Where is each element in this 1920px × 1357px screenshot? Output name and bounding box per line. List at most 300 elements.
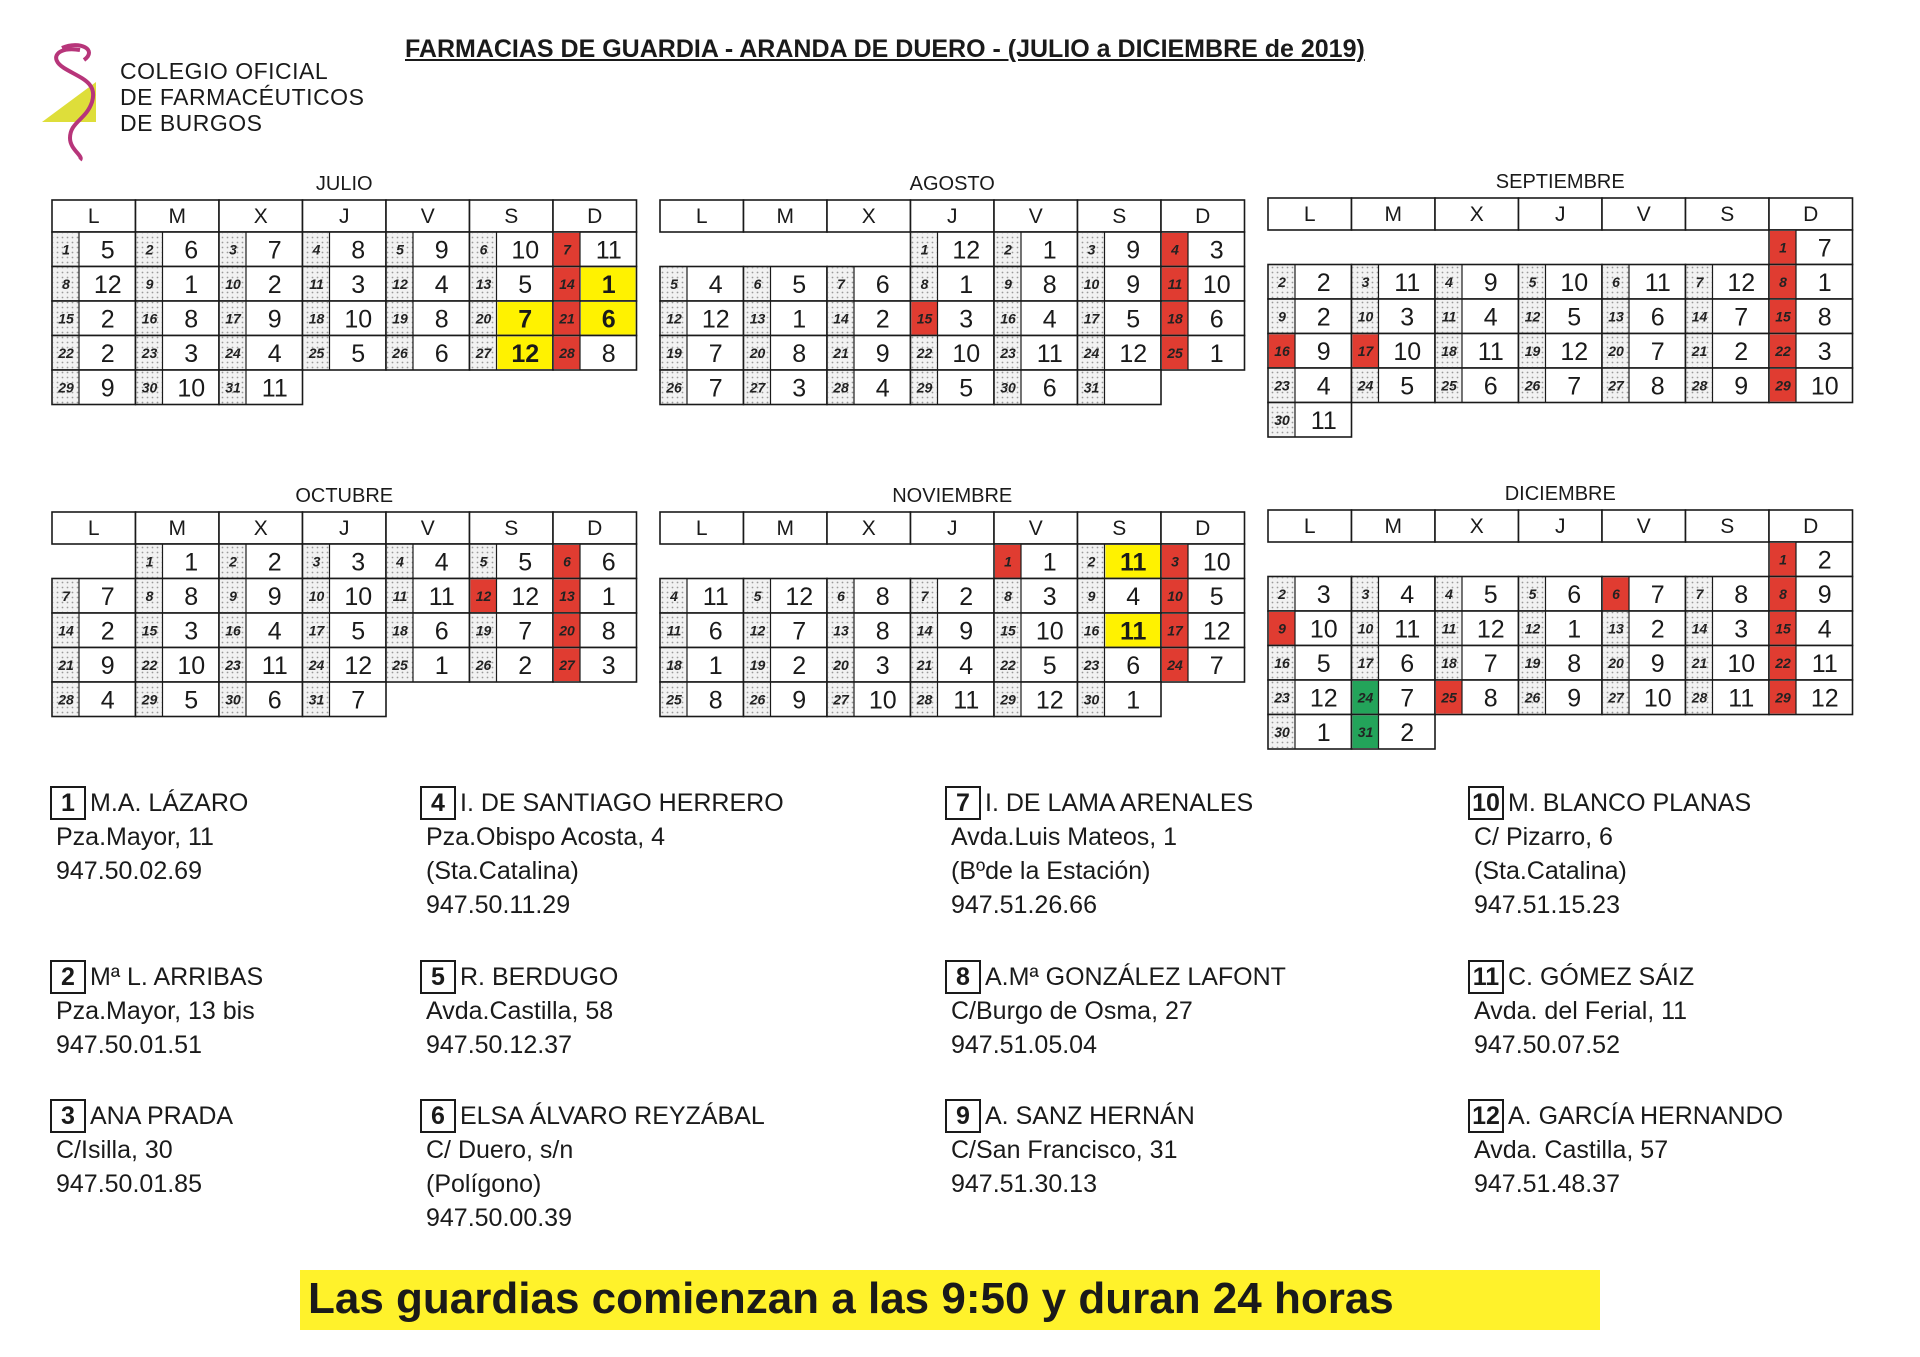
pharmacy-detail-line: 947.50.11.29 [426, 891, 571, 919]
pharmacy-header [945, 786, 1253, 820]
day-number: 4 [396, 553, 404, 570]
pharmacy-detail-line: 947.50.01.51 [56, 1031, 202, 1059]
day-cell [303, 648, 387, 683]
pharmacy-number: 5 [1483, 580, 1498, 609]
day-number: 14 [58, 622, 74, 639]
day-cell [1435, 368, 1519, 403]
pharmacy-number: 3 [184, 339, 199, 368]
day-cell [1435, 646, 1519, 681]
day-cell [1602, 646, 1686, 681]
day-cell [386, 232, 470, 267]
day-number: 29 [58, 379, 74, 396]
pharmacy-number: 10 [1202, 548, 1231, 577]
pharmacy-number: 8 [875, 582, 890, 611]
day-number: 25 [308, 344, 325, 361]
pharmacy-number: 5 [518, 548, 533, 577]
pharmacy-number: 5 [1042, 651, 1057, 680]
pharmacy-number: 10 [344, 582, 373, 611]
day-cell [219, 301, 303, 336]
pharmacy-number: 9 [100, 374, 115, 403]
pharmacy-detail-line: Avda. Castilla, 57 [1474, 1136, 1669, 1164]
day-number: 17 [225, 310, 241, 327]
pharmacy-number: 12 [511, 582, 540, 611]
day-number: 19 [1524, 342, 1541, 359]
day-cell [1352, 646, 1436, 681]
pharmacy-number: 12 [93, 270, 122, 299]
day-number: 12 [475, 587, 492, 604]
pharmacy-number: 5 [184, 686, 199, 715]
pharmacy-number: 11 [428, 582, 455, 611]
pharmacy-details [420, 820, 784, 922]
pharmacy-detail-line: (Polígono) [426, 1170, 542, 1198]
pharmacy-number: 7 [1817, 234, 1832, 263]
day-cell [553, 301, 637, 336]
day-cell [994, 370, 1078, 405]
pharmacy-number: 1 [708, 651, 723, 680]
pharmacy-number: 1 [601, 270, 616, 299]
day-number: 19 [666, 344, 682, 361]
day-number: 22 [1775, 342, 1791, 359]
day-cell [1686, 334, 1770, 369]
day-cell [744, 336, 828, 371]
pharmacy-header [420, 1099, 765, 1133]
day-cell [219, 544, 303, 579]
pharmacy-number: 2 [267, 270, 282, 299]
pharmacy-number: 5 [1126, 305, 1141, 334]
pharmacy-detail-line: Pza.Obispo Acosta, 4 [426, 823, 666, 851]
weekday-header: V [420, 205, 435, 228]
pharmacy-number: 6 [434, 339, 449, 368]
pharmacy-number: 7 [1734, 303, 1749, 332]
day-cell [1769, 368, 1853, 403]
pharmacy-detail-line: 947.51.15.23 [1474, 891, 1620, 919]
day-number: 27 [559, 656, 575, 673]
pharmacy-number: 7 [1483, 649, 1498, 678]
day-number: 22 [1000, 656, 1016, 673]
day-number: 29 [916, 379, 933, 396]
pharmacy-number: 1 [184, 270, 199, 299]
day-number: 21 [1691, 342, 1708, 359]
day-number: 11 [1441, 620, 1457, 637]
hours-banner [300, 1270, 1600, 1330]
day-number: 13 [475, 275, 492, 292]
pharmacy-number: 11 [1036, 339, 1063, 368]
day-cell [303, 613, 387, 648]
day-number: 30 [1274, 723, 1290, 740]
pharmacy-detail-line: (Sta.Catalina) [426, 857, 579, 885]
pharmacy-number: 12 [1560, 337, 1589, 366]
pharmacy-detail-line: Pza.Mayor, 13 bis [56, 997, 255, 1025]
day-cell [1161, 336, 1245, 371]
pharmacy-details [420, 1133, 765, 1235]
pharmacy-number-badge: 7 [945, 786, 981, 820]
pharmacy-number: 10 [868, 686, 897, 715]
pharmacy-number: 8 [184, 305, 199, 334]
day-number: 15 [1000, 622, 1016, 639]
day-cell [1519, 299, 1603, 334]
pharmacy-number: 10 [1810, 372, 1839, 401]
pharmacy-number: 9 [959, 617, 974, 646]
pharmacy-number: 8 [875, 617, 890, 646]
pharmacy-number: 6 [434, 617, 449, 646]
pharmacy-number: 5 [959, 374, 974, 403]
day-number: 28 [833, 379, 849, 396]
pharmacy-number: 10 [177, 651, 206, 680]
pharmacy-number: 5 [1567, 303, 1582, 332]
day-number: 20 [1608, 654, 1624, 671]
day-number: 4 [1171, 241, 1179, 258]
pharmacy-header [50, 960, 263, 994]
pharmacy-header [1468, 960, 1694, 994]
day-number: 3 [1361, 273, 1370, 290]
weekday-header: V [1636, 515, 1651, 538]
pharmacy-number: 11 [595, 236, 622, 265]
day-number: 14 [559, 275, 575, 292]
pharmacy-number: 1 [434, 651, 449, 680]
pharmacy-number: 10 [344, 305, 373, 334]
day-number: 31 [308, 691, 325, 708]
day-cell [303, 579, 387, 614]
day-cell [1769, 334, 1853, 369]
day-cell [1268, 646, 1352, 681]
pharmacy-number: 10 [177, 374, 206, 403]
pharmacy-detail-line: C/Isilla, 30 [56, 1136, 173, 1164]
day-cell [660, 613, 744, 648]
day-cell [553, 613, 637, 648]
day-number: 6 [563, 553, 571, 570]
day-cell [994, 682, 1078, 717]
pharmacy-number: 8 [351, 236, 366, 265]
day-cell [470, 579, 554, 614]
day-number: 21 [1691, 654, 1708, 671]
day-number: 23 [225, 656, 241, 673]
weekday-header: J [947, 205, 958, 228]
pharmacy-name: Mª L. ARRIBAS [90, 963, 264, 991]
day-number: 19 [749, 656, 766, 673]
day-number: 1 [62, 241, 70, 258]
pharmacy-number: 12 [1476, 615, 1505, 644]
day-number: 17 [1357, 654, 1374, 671]
pharmacy-number: 2 [1316, 268, 1331, 297]
weekday-header: M [776, 205, 794, 228]
pharmacy-number: 12 [1035, 686, 1064, 715]
pharmacy-number: 4 [708, 270, 723, 299]
day-cell [136, 370, 220, 405]
day-cell [994, 579, 1078, 614]
weekday-header: J [1555, 515, 1566, 538]
day-number: 24 [1167, 656, 1183, 673]
day-cell [136, 267, 220, 302]
pharmacy-detail-line: 947.51.30.13 [951, 1170, 1097, 1198]
pharmacy-number: 10 [511, 236, 540, 265]
pharmacy-number: 6 [601, 548, 616, 577]
pharmacy-entry [945, 960, 1286, 1062]
day-number: 17 [1083, 310, 1100, 327]
day-number: 28 [58, 691, 74, 708]
day-cell [1769, 542, 1853, 577]
day-number: 8 [1779, 273, 1787, 290]
day-number: 24 [1357, 377, 1374, 394]
pharmacy-number: 8 [708, 686, 723, 715]
month-title: SEPTIEMBRE [1495, 171, 1625, 193]
day-number: 14 [916, 622, 933, 639]
day-number: 30 [1083, 691, 1100, 708]
day-number: 25 [392, 656, 408, 673]
day-cell [1268, 299, 1352, 334]
pharmacy-number: 2 [100, 617, 115, 646]
day-cell [911, 267, 995, 302]
day-cell [386, 613, 470, 648]
day-number: 16 [141, 310, 158, 327]
day-number: 7 [1695, 273, 1704, 290]
pharmacy-number: 9 [1650, 649, 1665, 678]
day-cell [1352, 334, 1436, 369]
day-number: 8 [920, 275, 929, 292]
pharmacy-number: 7 [518, 617, 533, 646]
weekday-header: D [1195, 517, 1211, 540]
day-cell [553, 579, 637, 614]
day-cell [1602, 265, 1686, 300]
weekday-header: V [1028, 205, 1043, 228]
weekday-header: S [1720, 515, 1735, 538]
day-number: 26 [1524, 377, 1541, 394]
day-cell [1078, 232, 1162, 267]
day-cell [994, 544, 1078, 579]
day-cell [1435, 611, 1519, 646]
day-cell [303, 267, 387, 302]
weekday-header: L [695, 517, 708, 540]
month-title: OCTUBRE [295, 485, 394, 507]
day-cell [1268, 577, 1352, 612]
pharmacy-number: 12 [1810, 684, 1839, 713]
day-number: 18 [666, 656, 682, 673]
pharmacy-details [50, 820, 248, 888]
weekday-header: J [339, 517, 350, 540]
pharmacy-number: 4 [1817, 615, 1832, 644]
day-number: 1 [1779, 551, 1787, 568]
day-number: 24 [225, 344, 241, 361]
day-cell [553, 544, 637, 579]
day-cell [1435, 265, 1519, 300]
day-cell [219, 613, 303, 648]
weekday-header: D [587, 517, 603, 540]
day-cell [386, 544, 470, 579]
day-cell [1519, 265, 1603, 300]
pharmacy-number: 6 [1400, 649, 1415, 678]
pharmacy-number: 2 [1316, 303, 1331, 332]
day-number: 9 [1087, 587, 1096, 604]
day-cell [744, 579, 828, 614]
pharmacy-number: 6 [267, 686, 282, 715]
pharmacy-number: 2 [518, 651, 533, 680]
day-cell [386, 336, 470, 371]
pharmacy-name: ANA PRADA [90, 1102, 234, 1130]
day-cell [1769, 299, 1853, 334]
day-number: 2 [1004, 241, 1012, 258]
day-number: 19 [475, 622, 492, 639]
day-number: 15 [916, 310, 933, 327]
day-number: 29 [1000, 691, 1016, 708]
pharmacy-number: 7 [351, 686, 366, 715]
day-number: 1 [1004, 553, 1012, 570]
day-cell [911, 613, 995, 648]
pharmacy-number: 6 [708, 617, 723, 646]
day-cell [303, 682, 387, 717]
day-cell [744, 370, 828, 405]
day-number: 26 [1524, 689, 1541, 706]
weekday-header: J [947, 517, 958, 540]
pharmacy-number: 5 [351, 617, 366, 646]
pharmacy-number: 11 [1310, 406, 1337, 435]
day-number: 31 [1357, 723, 1374, 740]
pharmacy-number: 12 [1309, 684, 1338, 713]
pharmacy-number: 10 [952, 339, 981, 368]
day-number: 4 [670, 587, 678, 604]
pharmacy-number: 3 [875, 651, 890, 680]
pharmacy-number-badge: 9 [945, 1099, 981, 1133]
pharmacy-header [1468, 1099, 1783, 1133]
pharmacy-number: 10 [1393, 337, 1422, 366]
pharmacy-number: 10 [1643, 684, 1672, 713]
pharmacy-number: 8 [434, 305, 449, 334]
pharmacy-number: 10 [1560, 268, 1589, 297]
weekday-header: V [1636, 203, 1651, 226]
day-number: 23 [1083, 656, 1100, 673]
logo-line-1: COLEGIO OFICIAL [120, 58, 329, 84]
month-calendar-diciembre [1268, 483, 1853, 749]
day-cell [827, 579, 911, 614]
day-cell [52, 232, 136, 267]
pharmacy-number: 6 [184, 236, 199, 265]
day-number: 13 [833, 622, 849, 639]
day-cell [1602, 680, 1686, 715]
day-number: 13 [559, 587, 575, 604]
pharmacy-number: 7 [1650, 337, 1665, 366]
pharmacy-number: 8 [601, 617, 616, 646]
day-number: 6 [1612, 273, 1620, 290]
pharmacy-detail-line: Avda.Luis Mateos, 1 [951, 823, 1178, 851]
pharmacy-details [1468, 820, 1751, 922]
pharmacy-name: M. BLANCO PLANAS [1508, 789, 1752, 817]
day-cell [303, 232, 387, 267]
day-cell [470, 232, 554, 267]
pharmacy-detail-line: 947.51.05.04 [951, 1031, 1097, 1059]
day-number: 2 [229, 553, 237, 570]
day-number: 7 [920, 587, 929, 604]
pharmacy-number: 9 [267, 305, 282, 334]
pharmacy-details [945, 994, 1286, 1062]
day-cell [1078, 648, 1162, 683]
pharmacy-number: 12 [344, 651, 373, 680]
day-number: 1 [920, 241, 929, 258]
day-number: 6 [837, 587, 845, 604]
day-number: 13 [1608, 620, 1624, 637]
day-cell [52, 613, 136, 648]
logo-line-3: DE BURGOS [120, 110, 263, 136]
day-cell [470, 544, 554, 579]
hours-banner-text: Las guardias comienzan a las 9:50 y duran 24 horas [308, 1274, 1394, 1323]
day-cell [1352, 611, 1436, 646]
day-number: 5 [670, 275, 678, 292]
day-cell [470, 301, 554, 336]
pharmacy-details [1468, 994, 1694, 1062]
day-number: 16 [1000, 310, 1016, 327]
weekday-header: X [861, 517, 876, 540]
pharmacy-number: 11 [1394, 615, 1421, 644]
weekday-header: S [504, 205, 519, 228]
weekday-header: S [1112, 205, 1127, 228]
day-cell [994, 232, 1078, 267]
day-number: 12 [1524, 620, 1541, 637]
pharmacy-entry [945, 1099, 1195, 1201]
day-cell [1769, 611, 1853, 646]
pharmacy-detail-line: 947.50.01.85 [56, 1170, 202, 1198]
pharmacy-header [945, 1099, 1195, 1133]
day-cell [470, 336, 554, 371]
day-number: 26 [666, 379, 682, 396]
day-cell [1686, 368, 1770, 403]
day-cell [660, 648, 744, 683]
pharmacy-entry [1468, 786, 1751, 922]
pharmacy-detail-line: C/ Pizarro, 6 [1474, 823, 1613, 851]
day-number: 18 [1441, 342, 1457, 359]
day-cell [911, 648, 995, 683]
weekday-header: L [1303, 203, 1316, 226]
pharmacy-name: I. DE SANTIAGO HERRERO [460, 789, 784, 817]
logo-line-2: DE FARMACÉUTICOS [120, 84, 365, 110]
day-number: 27 [833, 691, 849, 708]
day-number: 22 [916, 344, 933, 361]
day-cell [1078, 370, 1162, 405]
pharmacy-number: 11 [1477, 337, 1504, 366]
day-cell [136, 613, 220, 648]
day-cell [1078, 613, 1162, 648]
day-number: 10 [1357, 620, 1374, 637]
pharmacy-number: 7 [518, 305, 533, 334]
pharmacy-number: 9 [100, 651, 115, 680]
day-cell [1352, 265, 1436, 300]
pharmacy-name: M.A. LÁZARO [90, 789, 249, 817]
pharmacy-number: 2 [875, 305, 890, 334]
day-number: 30 [141, 379, 158, 396]
day-number: 11 [309, 275, 324, 292]
pharmacy-number: 8 [1734, 580, 1749, 609]
pharmacy-number: 5 [1209, 582, 1224, 611]
pharmacy-number: 2 [1650, 615, 1665, 644]
day-cell [1268, 680, 1352, 715]
pharmacy-number: 4 [1400, 580, 1415, 609]
pharmacy-number: 9 [792, 686, 807, 715]
day-cell [660, 301, 744, 336]
day-number: 11 [1167, 275, 1183, 292]
day-cell [1769, 680, 1853, 715]
pharmacy-number: 1 [1126, 686, 1141, 715]
pharmacy-number: 4 [1126, 582, 1141, 611]
pharmacy-number: 8 [1817, 303, 1832, 332]
pharmacy-number: 9 [434, 236, 449, 265]
day-cell [827, 613, 911, 648]
day-cell [136, 579, 220, 614]
day-cell [1352, 577, 1436, 612]
pharmacy-number: 4 [1483, 303, 1498, 332]
day-number: 20 [833, 656, 849, 673]
pharmacy-number: 7 [267, 236, 282, 265]
pharmacy-number: 10 [1727, 649, 1756, 678]
day-number: 8 [62, 275, 70, 292]
pharmacy-number: 6 [1209, 305, 1224, 334]
day-number: 24 [1357, 689, 1374, 706]
pharmacy-number: 11 [1120, 617, 1147, 646]
